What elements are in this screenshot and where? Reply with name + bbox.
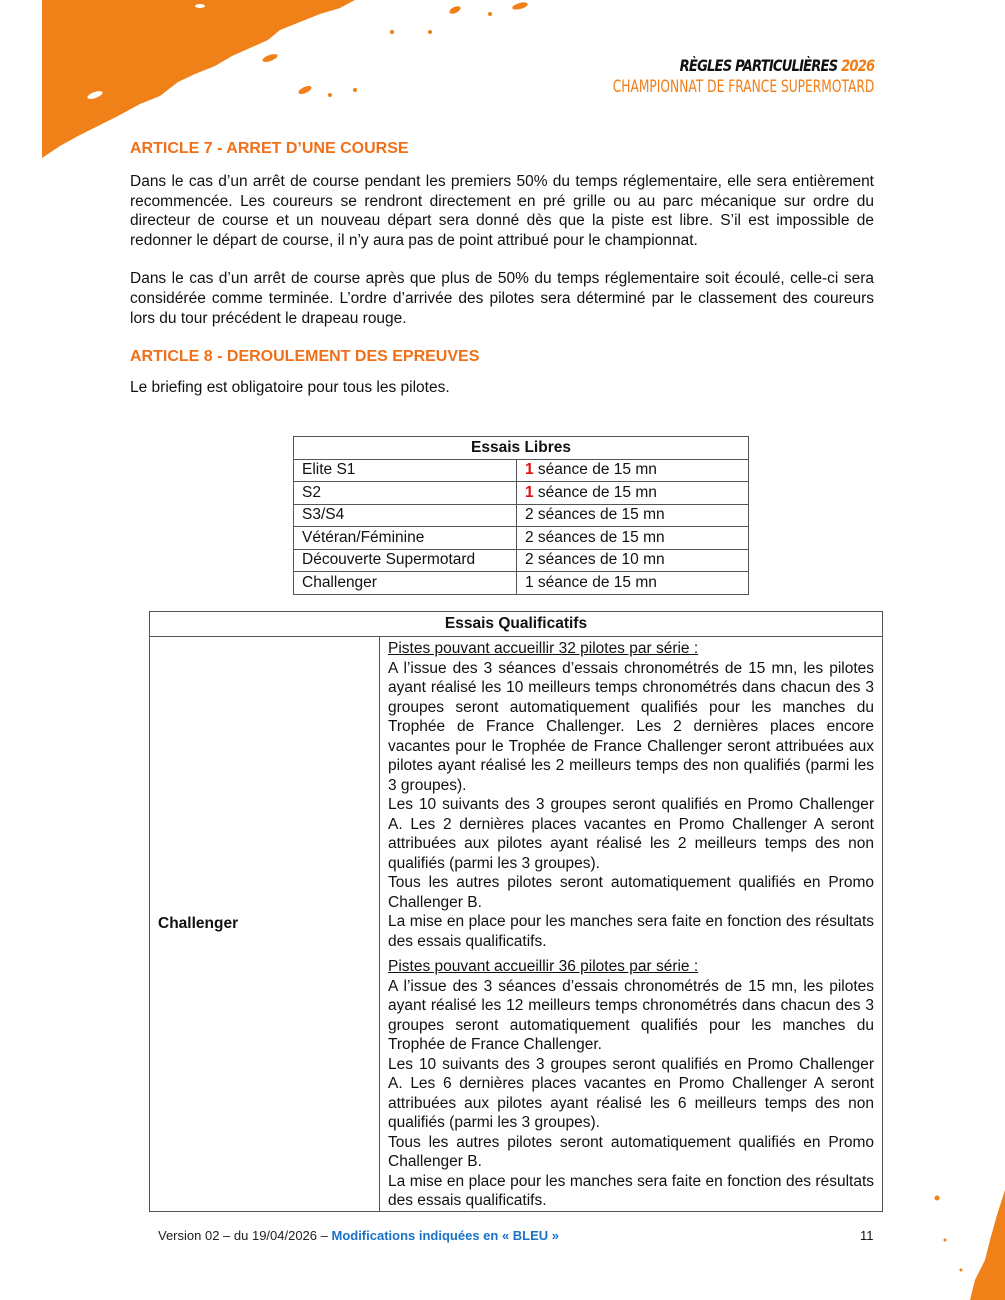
header-subtitle: CHAMPIONNAT DE FRANCE SUPERMOTARD xyxy=(612,77,874,97)
footer: Version 02 – du 19/04/2026 – Modifications indiquées en « BLEU » xyxy=(158,1228,560,1243)
document-header xyxy=(511,56,874,97)
essais-qualificatifs-header: Essais Qualificatifs xyxy=(150,612,883,637)
category-cell: Challenger xyxy=(150,637,380,1212)
article8-title: ARTICLE 8 - DEROULEMENT DES EPREUVES xyxy=(130,348,480,366)
page-content xyxy=(130,140,874,398)
block36-heading: Pistes pouvant accueillir 36 pilotes par série : xyxy=(388,958,699,975)
table-row: Vétéran/Féminine 2 séances de 15 mn xyxy=(294,527,749,550)
table-row: S2 1 séance de 15 mn xyxy=(294,482,749,505)
article7-paragraph-2: Dans le cas d’un arrêt de course après que plus de 50% du temps réglementaire soit écoulé, celle-ci sera considérée comme terminée. L’ordre d’arrivée des pilotes sera déterminé par le classement des coureurs lors du tour précédent le drapeau rouge. xyxy=(130,270,874,327)
modifications-note: Modifications indiquées en « BLEU » xyxy=(331,1228,560,1243)
header-year: 2026 xyxy=(840,56,874,75)
essais-qualificatifs-table xyxy=(149,611,883,1212)
paint-splash-decoration-bottom xyxy=(875,1190,1005,1300)
article8-intro: Le briefing est obligatoire pour tous les pilotes. xyxy=(130,379,450,397)
article7-title: ARTICLE 7 - ARRET D’UNE COURSE xyxy=(130,140,409,157)
essais-libres-header: Essais Libres xyxy=(294,437,749,460)
table-row: Challenger 1 séance de 15 mn xyxy=(294,572,749,595)
rules-cell: Pistes pouvant accueillir 32 pilotes par série : A l’issue des 3 séances d’essais chronométrés de 15 mn, les pilotes ayant réalisé les 10 meilleurs temps chronométrés dans chacun des 3 groupes seront automatiquement qualifiés pour les manches du Trophée de France Challenger. Les 2 dernières places encore vacantes pour le Trophée de France Challenger seront attribuées aux pilotes ayant réalisé les 2 meilleurs temps des non qualifiés (parmi les 3 groupes). Les 10 suivants des 3 groupes seront qualifiés en Promo Challenger A. Les 2 dernières places vacantes en Promo Challenger A seront attribuées aux pilotes ayant réalisé les 2 meilleurs temps des non qualifiés (parmi les 3 groupes). Tous les autres pilotes seront automatiquement qualifiés en Promo Challenger B. La mise en place pour les manches sera faite en fonction des résultats des essais qualificatifs. Pistes pouvant accueillir 36 pilotes par série : A l’issue des 3 séances d’essais chronométrés de 15 mn, les pilotes ayant réalisé les 12 meilleurs temps chronométrés dans chacun des 3 groupes seront automatiquement qualifiés pour les manches du Trophée de France Challenger. Les 10 suivants des 3 groupes seront qualifiés en Promo Challenger A. Les 6 dernières places vacantes en Promo Challenger A seront attribuées aux pilotes ayant réalisé les 6 meilleurs temps des non qualifiés (parmi les 3 groupes). Tous les autres pilotes seront automatiquement qualifiés en Promo Challenger B. La mise en place pour les manches sera faite en fonction des résultats des essais qualificatifs. xyxy=(380,637,883,1212)
essais-libres-table xyxy=(293,436,749,595)
header-title: RÈGLES PARTICULIÈRES 2026 xyxy=(679,56,874,75)
page-number: 11 xyxy=(860,1228,874,1243)
block32-heading: Pistes pouvant accueillir 32 pilotes par série : xyxy=(388,640,699,657)
table-row xyxy=(150,637,883,1212)
article7-paragraph-1: Dans le cas d’un arrêt de course pendant les premiers 50% du temps réglementaire, elle sera entièrement recommencée. Les coureurs se rendront directement en pré grille ou au parc mécanique sur ordre du directeur de course et un nouveau départ sera donné dès que la piste est libre. S’il est impossible de redonner le départ de course, il n’y aura pas de point attribué pour le championnat. xyxy=(130,173,874,249)
table-row: S3/S4 2 séances de 15 mn xyxy=(294,504,749,527)
table-row: Découverte Supermotard 2 séances de 10 mn xyxy=(294,549,749,572)
table-row: Elite S1 1 séance de 15 mn xyxy=(294,459,749,482)
